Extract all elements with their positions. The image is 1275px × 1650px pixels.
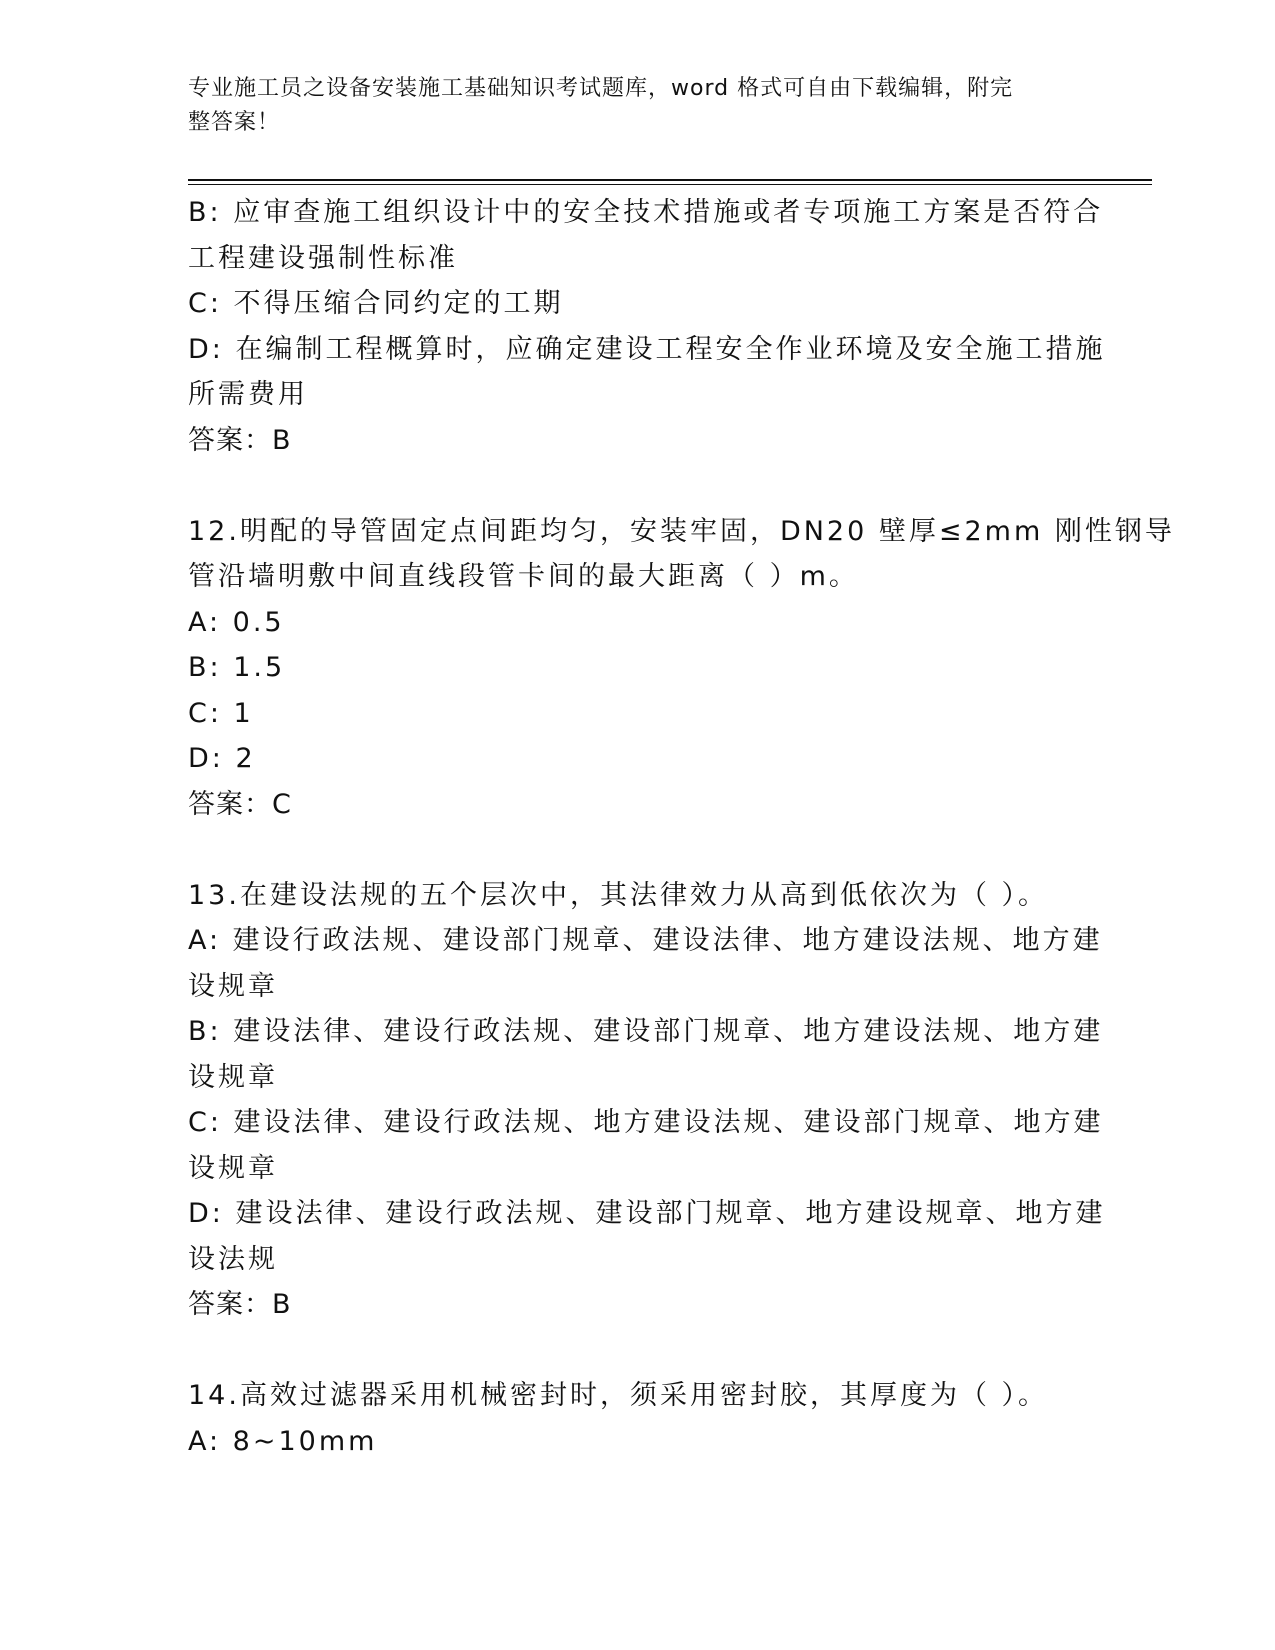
option-b-line-2: 工程建设强制性标准	[188, 242, 458, 274]
document-body	[188, 190, 1175, 1464]
answer: 答案：C	[188, 788, 292, 820]
option-c: C: 1	[188, 697, 254, 729]
spacer	[188, 1328, 1088, 1374]
option-c-line-2: 设规章	[188, 1152, 278, 1184]
option-d-line-1: D: 在编制工程概算时，应确定建设工程安全作业环境及安全施工措施	[188, 333, 1106, 365]
question-stem: 14.高效过滤器采用机械密封时，须采用密封胶，其厚度为（ ）。	[188, 1380, 1049, 1411]
question-13	[188, 873, 1106, 1328]
option-a: A: 8~10mm	[188, 1425, 378, 1457]
document-header	[188, 72, 1068, 140]
option-b-line-1: B: 建设法律、建设行政法规、建设部门规章、地方建设法规、地方建	[188, 1016, 1104, 1047]
option-b-line-1: B: 应审查施工组织设计中的安全技术措施或者专项施工方案是否符合	[188, 197, 1104, 228]
option-c-line-1: C: 建设法律、建设行政法规、地方建设法规、建设部门规章、地方建	[188, 1107, 1104, 1138]
header-line-2: 整答案！	[188, 110, 281, 135]
option-d-line-1: D: 建设法律、建设行政法规、建设部门规章、地方建设规章、地方建	[188, 1198, 1106, 1229]
header-line-1: 专业施工员之设备安装施工基础知识考试题库，word 格式可自由下载编辑，附完	[188, 76, 1014, 101]
question-11-continued	[188, 190, 1106, 463]
question-stem-line-2: 管沿墙明敷中间直线段管卡间的最大距离（ ）m。	[188, 561, 859, 592]
option-a-line-2: 设规章	[188, 970, 278, 1002]
option-d-line-2: 所需费用	[188, 379, 308, 410]
option-a-line-1: A: 建设行政法规、建设部门规章、建设法律、地方建设法规、地方建	[188, 925, 1103, 956]
header-divider-thick	[188, 179, 1152, 181]
question-stem: 13.在建设法规的五个层次中，其法律效力从高到低依次为（ ）。	[188, 879, 1049, 911]
question-14	[188, 1373, 1088, 1464]
answer: 答案：B	[188, 424, 292, 456]
option-d: D: 2	[188, 743, 256, 774]
option-a: A: 0.5	[188, 606, 285, 638]
question-stem-line-1: 12.明配的导管固定点间距均匀，安装牢固，DN20 壁厚≤2mm 刚性钢导	[188, 515, 1175, 547]
answer: 答案：B	[188, 1289, 292, 1320]
option-d-line-2: 设法规	[188, 1243, 278, 1275]
option-c: C: 不得压缩合同约定的工期	[188, 288, 564, 319]
spacer	[188, 827, 1088, 873]
header-divider-thin	[188, 184, 1152, 185]
question-12	[188, 509, 1175, 828]
spacer	[188, 463, 1088, 509]
option-b-line-2: 设规章	[188, 1061, 278, 1093]
option-b: B: 1.5	[188, 652, 286, 683]
